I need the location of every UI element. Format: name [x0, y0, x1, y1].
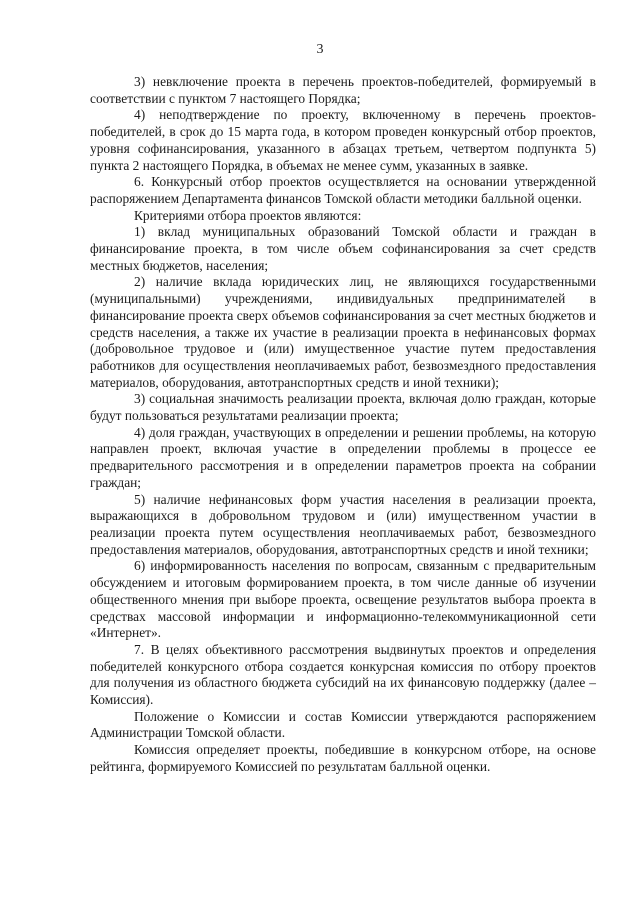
- page-number: 3: [316, 42, 324, 57]
- document-body: [90, 74, 596, 776]
- paragraph-clause-7: 7. В целях объективного рассмотрения выдвинутых проектов и определения победителей конкурсного отбора создается конкурсная комиссия по отбору проектов для получения из областного бюджета субсидий на их финансовую поддержку (далее – Комиссия).: [90, 641, 596, 708]
- criterion-1: 1) вклад муниципальных образований Томской области и граждан в финансирование проекта, в том числе объем софинансирования за счет средств местных бюджетов, населения;: [90, 224, 596, 273]
- criterion-3: 3) социальная значимость реализации проекта, включая долю граждан, которые будут пользоваться результатами реализации проекта;: [90, 391, 596, 424]
- paragraph-commission-regulation: Положение о Комиссии и состав Комиссии утверждаются распоряжением Администрации Томской области.: [90, 708, 596, 741]
- criterion-5: 5) наличие нефинансовых форм участия населения в реализации проекта, выражающихся в добровольном трудовом и (или) имущественном участии в реализации проекта путем осуществления неоплачиваемых работ, безвозмездного предоставления материалов, оборудования, автотранспортных средств и иной техники;: [90, 491, 596, 557]
- paragraph-clause-6: 6. Конкурсный отбор проектов осуществляется на основании утвержденной распоряжением Департамента финансов Томской области методики балльной оценки.: [90, 174, 596, 206]
- criterion-2: 2) наличие вклада юридических лиц, не являющихся государственными (муниципальными) учреждениями, индивидуальных предпринимателей в финансирование проекта сверх объемов софинансирования за счет местных бюджетов и средств населения, а также их участие в реализации проекта в нефинансовых формах (добровольное трудовое и (или) имущественное участие путем предоставления работников для осуществления неоплачиваемых работ, безвозмездного предоставления материалов, оборудования, автотранспортных средств и иной техники);: [90, 274, 596, 390]
- criterion-6: 6) информированность населения по вопросам, связанным с предварительным обсуждением и итоговым формированием проекта, в том числе данные об изучении общественного мнения при выборе проекта, освещение результатов выбора проекта в средствах массовой информации и информационно-телекоммуникационной сети «Интернет».: [90, 558, 596, 641]
- paragraph-item-3-exclusion: 3) невключение проекта в перечень проектов-победителей, формируемый в соответствии с пунктом 7 настоящего Порядка;: [90, 74, 596, 106]
- paragraph-commission-duties: Комиссия определяет проекты, победившие в конкурсном отборе, на основе рейтинга, формируемого Комиссией по результатам балльной оценки.: [90, 742, 596, 774]
- criterion-4: 4) доля граждан, участвующих в определении и решении проблемы, на которую направлен проект, включая участие в определении проблемы в процессе ее предварительного рассмотрения и в определении параметров проекта на собрании граждан;: [90, 424, 596, 490]
- paragraph-criteria-heading: Критериями отбора проектов являются:: [134, 207, 362, 223]
- paragraph-item-4-non-confirmation: 4) неподтверждение по проекту, включенному в перечень проектов-победителей, в срок до 15 марта года, в котором проведен конкурсный отбор проектов, уровня софинансирования, указанного в абзацах третьем, четвертом подпункта 5) пункта 2 настоящего Порядка, в объемах не менее сумм, указанных в заявке.: [90, 107, 596, 173]
